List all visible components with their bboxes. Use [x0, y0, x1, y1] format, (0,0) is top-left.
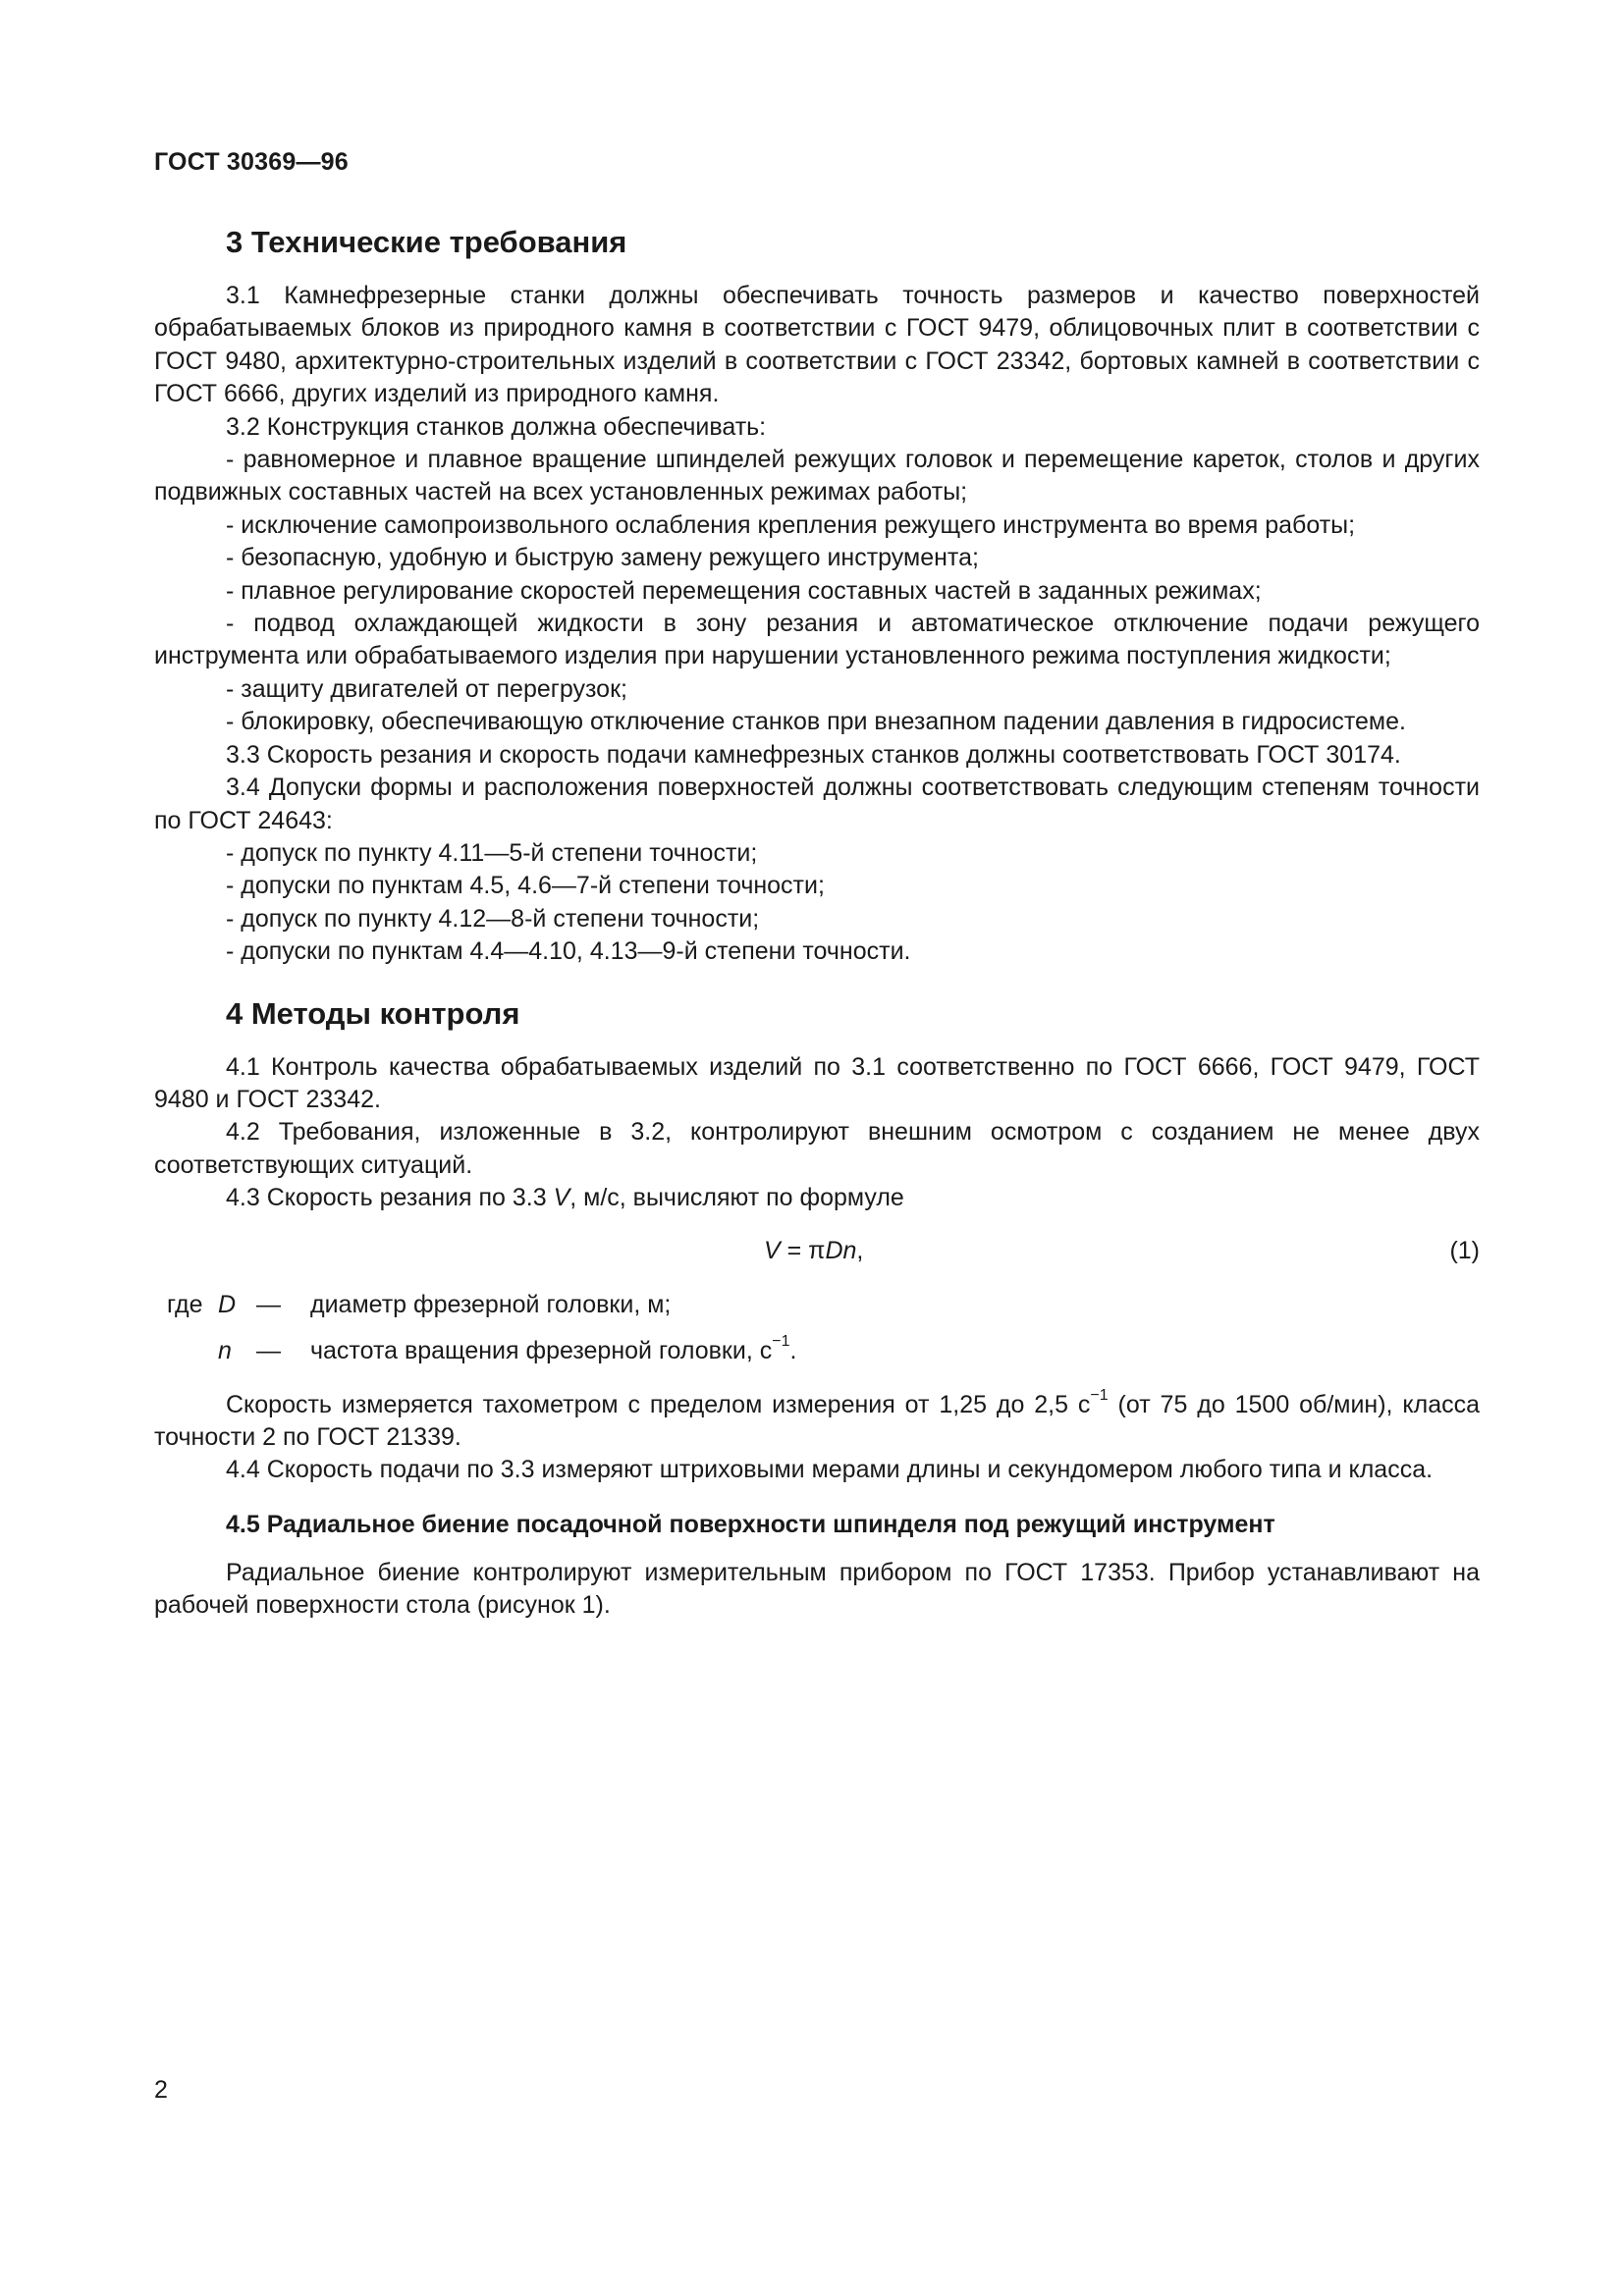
- document-code: ГОСТ 30369—96: [154, 148, 349, 176]
- list-item: - допуски по пунктам 4.5, 4.6—7-й степени точности;: [226, 872, 825, 900]
- paragraph-4-1: 4.1 Контроль качества обрабатываемых изделий по 3.1 соответственно по ГОСТ 6666, ГОСТ 9479, ГОСТ 9480 и ГОСТ 23342.: [154, 1052, 1480, 1113]
- page-content: [154, 223, 1480, 1623]
- velocity-symbol: V: [553, 1184, 570, 1212]
- formula-legend: [154, 1289, 1480, 1367]
- paragraph-3-1: 3.1 Камнефрезерные станки должны обеспечивать точность размеров и качество поверхностей обрабатываемых блоков из природного камня в соответствии с ГОСТ 9479, облицовочных плит в соответствии с ГОСТ 9480, архитектурно-строительных изделий в соответствии с ГОСТ 23342, бортовых камней в соответствии с ГОСТ 6666, других изделий из природного камня.: [154, 282, 1480, 408]
- list-item: - защиту двигателей от перегрузок;: [226, 674, 627, 703]
- legend-row-d: [154, 1289, 1480, 1321]
- paragraph-speed-measurement: Скорость измеряется тахометром с пределом измерения от 1,25 до 2,5 $с^{-1}$ (от 75 до 1500 об/мин), класса точности 2 по ГОСТ 21339.: [154, 1387, 1480, 1451]
- paragraph-4-3: 4.3 Скорость резания по 3.3 V, м/с, вычисляют по формуле: [226, 1184, 904, 1212]
- list-item: - подвод охлаждающей жидкости в зону резания и автоматическое отключение подачи режущего инструмента или обрабатываемого изделия при нарушении установленного режима поступления жидкости;: [154, 610, 1480, 670]
- list-item: - допуск по пункту 4.12—8-й степени точности;: [226, 904, 760, 933]
- legend-dash: —: [256, 1336, 281, 1364]
- legend-text-d: диаметр фрезерной головки, м;: [310, 1290, 672, 1318]
- section-3-title: 3 Технические требования: [226, 225, 627, 259]
- legend-symbol-n: n: [218, 1336, 232, 1364]
- subsection-4-5-title: 4.5 Радиальное биение посадочной поверхности шпинделя под режущий инструмент: [226, 1510, 1275, 1538]
- list-item: - блокировку, обеспечивающую отключение станков при внезапном падении давления в гидросистеме.: [226, 708, 1406, 736]
- list-item: - допуск по пункту 4.11—5-й степени точности;: [226, 838, 758, 867]
- list-item: - плавное регулирование скоростей перемещения составных частей в заданных режимах;: [226, 576, 1262, 605]
- legend-symbol-d: D: [218, 1290, 237, 1318]
- legend-dash: —: [256, 1290, 281, 1318]
- section-4-title: 4 Методы контроля: [226, 995, 520, 1031]
- legend-where: где: [167, 1290, 203, 1318]
- paragraph-3-2: 3.2 Конструкция станков должна обеспечивать:: [226, 412, 767, 441]
- list-item: - безопасную, удобную и быструю замену режущего инструмента;: [226, 544, 979, 572]
- formula-number: (1): [1449, 1236, 1480, 1264]
- paragraph-4-4: 4.4 Скорость подачи по 3.3 измеряют штриховыми мерами длины и секундомером любого типа и класса.: [226, 1456, 1434, 1484]
- list-item: - исключение самопроизвольного ослабления крепления режущего инструмента во время работы;: [226, 510, 1356, 539]
- legend-row-n: [154, 1335, 1480, 1367]
- paragraph-3-4: 3.4 Допуски формы и расположения поверхностей должны соответствовать следующим степеням точности по ГОСТ 24643:: [154, 774, 1480, 834]
- list-item: - равномерное и плавное вращение шпинделей режущих головок и перемещение кареток, столов и других подвижных составных частей на всех установленных режимах работы;: [154, 446, 1480, 507]
- formula: V = πDn,: [764, 1236, 864, 1264]
- legend-text-n: частота вращения фрезерной головки, $с^{-1}$.: [310, 1333, 797, 1364]
- paragraph-4-2: 4.2 Требования, изложенные в 3.2, контролируют внешним осмотром с созданием не менее двух соответствующих ситуаций.: [154, 1118, 1480, 1179]
- formula-block: [154, 1235, 1480, 1267]
- page-number: 2: [154, 2076, 168, 2104]
- list-item: - допуски по пунктам 4.4—4.10, 4.13—9-й степени точности.: [226, 937, 911, 966]
- paragraph-4-5: Радиальное биение контролируют измерительным прибором по ГОСТ 17353. Прибор устанавливают на рабочей поверхности стола (рисунок 1).: [154, 1558, 1480, 1620]
- paragraph-3-3: 3.3 Скорость резания и скорость подачи камнефрезных станков должны соответствовать ГОСТ 30174.: [226, 740, 1401, 769]
